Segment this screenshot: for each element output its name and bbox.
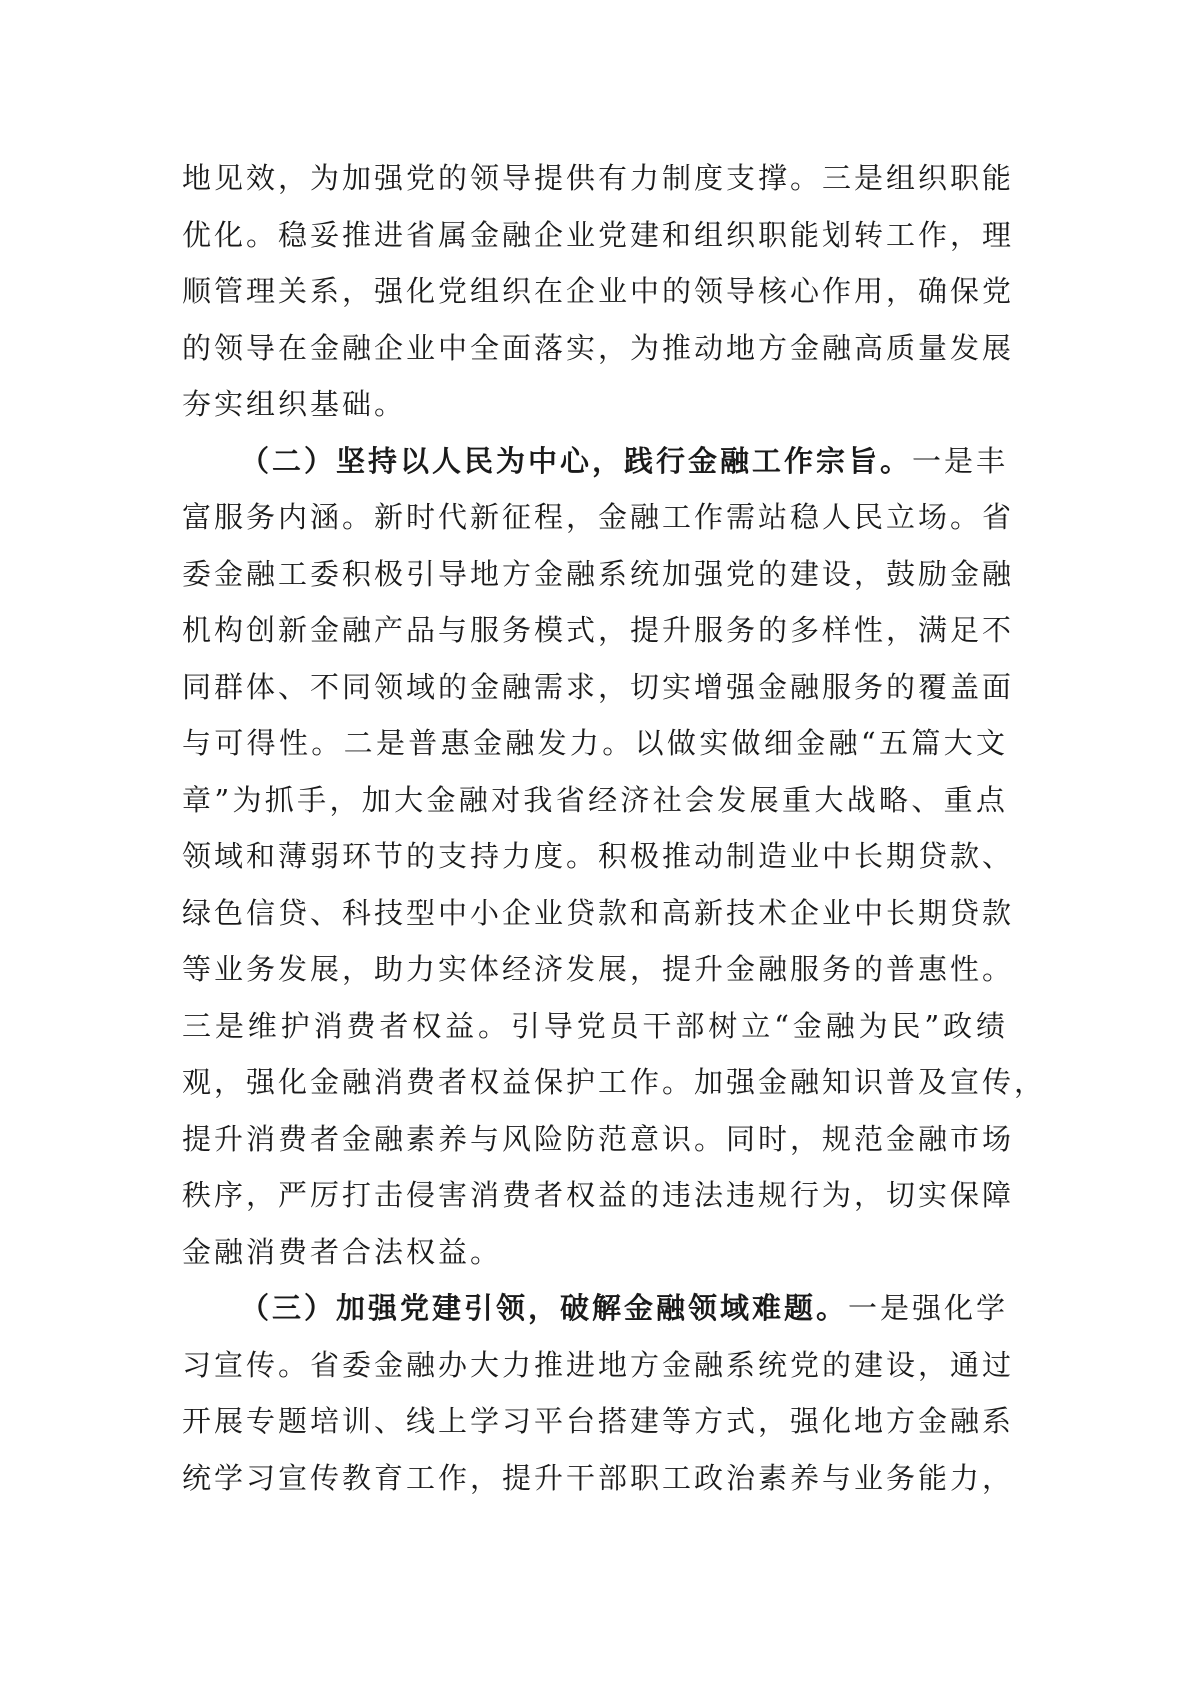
- text-line: 同群体、不同领域的金融需求，切实增强金融服务的覆盖面: [182, 669, 1015, 704]
- text-line: 领域和薄弱环节的支持力度。积极推动制造业中长期贷款、: [182, 839, 1015, 873]
- text-line: 顺管理关系，强化党组织在企业中的领导核心作用，确保党: [182, 274, 1015, 308]
- text-line: 富服务内涵。新时代新征程，金融工作需站稳人民立场。省: [182, 500, 1015, 534]
- text-line: 的领导在金融企业中全面落实，为推动地方金融高质量发展: [182, 330, 1015, 365]
- text-line: 观，强化金融消费者权益保护工作。加强金融知识普及宣传，: [182, 1065, 1047, 1099]
- paragraph-3: [182, 1280, 1015, 1506]
- section-heading-line: [182, 1280, 1008, 1337]
- text-line: 提升消费者金融素养与风险防范意识。同时，规范金融市场: [182, 1121, 1015, 1156]
- text-line: 机构创新金融产品与服务模式，提升服务的多样性，满足不: [182, 613, 1015, 647]
- paragraph-2: [182, 433, 1047, 1281]
- text-line: 章”为抓手，加大金融对我省经济社会发展重大战略、重点: [182, 782, 1008, 817]
- section-heading-line: [182, 433, 1008, 490]
- text-line: 等业务发展，助力实体经济发展，提升金融服务的普惠性。: [182, 952, 1015, 986]
- text-line: 绿色信贷、科技型中小企业贷款和高新技术企业中长期贷款: [182, 895, 1015, 930]
- text-line: 习宣传。省委金融办大力推进地方金融系统党的建设，通过: [182, 1347, 1015, 1382]
- text-line: 夯实组织基础。: [182, 387, 407, 421]
- paragraph-1: [182, 150, 1015, 433]
- text-line: 三是维护消费者权益。引导党员干部树立“金融为民”政绩: [182, 1008, 1008, 1043]
- text-line: 优化。稳妥推进省属金融企业党建和组织职能划转工作，理: [182, 217, 1015, 252]
- text-line: 与可得性。二是普惠金融发力。以做实做细金融“五篇大文: [182, 726, 1008, 760]
- text-line: 委金融工委积极引导地方金融系统加强党的建设，鼓励金融: [182, 556, 1015, 591]
- text-line: 金融消费者合法权益。: [182, 1234, 503, 1269]
- section-heading: （三）加强党建引领，破解金融领域难题。: [240, 1291, 849, 1325]
- text-line: 秩序，严厉打击侵害消费者权益的违法违规行为，切实保障: [182, 1178, 1015, 1212]
- section-heading: （二）坚持以人民为中心，践行金融工作宗旨。: [240, 443, 913, 478]
- heading-line-rest: 一是丰: [912, 443, 1009, 478]
- heading-line-rest: 一是强化学: [848, 1291, 1009, 1325]
- document-body: [182, 150, 1047, 1506]
- text-line: 开展专题培训、线上学习平台搭建等方式，强化地方金融系: [182, 1404, 1015, 1438]
- text-line: 地见效，为加强党的领导提供有力制度支撑。三是组织职能: [182, 161, 1015, 195]
- text-line: 统学习宣传教育工作，提升干部职工政治素养与业务能力，: [182, 1460, 1015, 1495]
